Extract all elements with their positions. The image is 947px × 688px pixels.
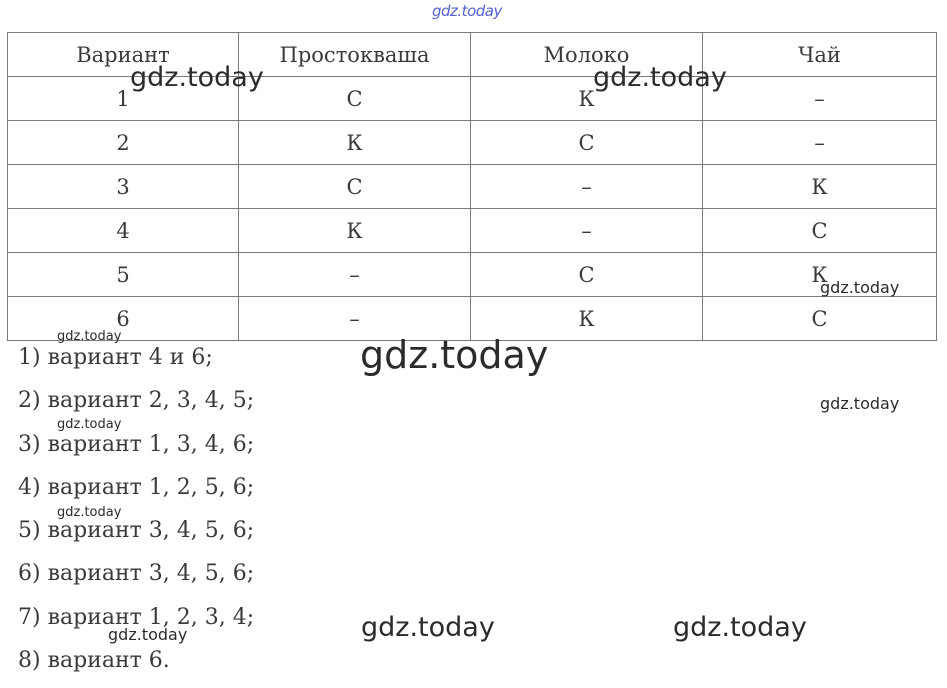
header-prostokvasha: Простокваша [239, 33, 471, 77]
table-cell: – [471, 209, 703, 253]
table-row [8, 209, 937, 253]
watermark: gdz.today [820, 394, 900, 413]
table-cell: – [239, 253, 471, 297]
watermark: gdz.today [360, 333, 549, 377]
table-cell: С [471, 253, 703, 297]
table-cell: 6 [8, 297, 239, 341]
watermark: gdz.today [130, 62, 264, 93]
table-cell: – [703, 121, 937, 165]
table-cell: С [471, 121, 703, 165]
table-row [8, 253, 937, 297]
table-cell: – [703, 77, 937, 121]
answer-option-6: 6) вариант 3, 4, 5, 6; [18, 561, 255, 587]
table-cell: С [239, 165, 471, 209]
watermark: gdz.today [57, 417, 122, 432]
table-row [8, 77, 937, 121]
table-cell: С [239, 77, 471, 121]
table-cell: С [703, 297, 937, 341]
watermark: gdz.today [361, 612, 495, 643]
answer-option-2: 2) вариант 2, 3, 4, 5; [18, 388, 255, 414]
table-cell: – [239, 297, 471, 341]
table-cell: К [703, 253, 937, 297]
answer-option-8: 8) вариант 6. [18, 648, 170, 674]
table-row [8, 165, 937, 209]
table-cell: К [239, 121, 471, 165]
header-chai: Чай [703, 33, 937, 77]
table-cell: 3 [8, 165, 239, 209]
watermark: gdz.today [108, 625, 188, 644]
watermark: gdz.today [673, 612, 807, 643]
table-cell: К [239, 209, 471, 253]
table-row [8, 297, 937, 341]
header-variant: Вариант [8, 33, 239, 77]
table-cell: К [471, 77, 703, 121]
answer-option-3: 3) вариант 1, 3, 4, 6; [18, 431, 255, 457]
answer-option-4: 4) вариант 1, 2, 5, 6; [18, 474, 255, 500]
answer-option-1: 1) вариант 4 и 6; [18, 345, 213, 370]
table-cell: 5 [8, 253, 239, 297]
answer-option-5: 5) вариант 3, 4, 5, 6; [18, 518, 255, 544]
table-cell: 4 [8, 209, 239, 253]
header-moloko: Молоко [471, 33, 703, 77]
watermark: gdz.today [820, 278, 900, 297]
answer-option-7: 7) вариант 1, 2, 3, 4; [18, 604, 255, 630]
watermark: gdz.today [593, 62, 727, 93]
table-row [8, 121, 937, 165]
watermark: gdz.today [57, 505, 122, 520]
table-cell: 1 [8, 77, 239, 121]
table-cell: 2 [8, 121, 239, 165]
watermark: gdz.today [57, 329, 122, 344]
table-cell: С [703, 209, 937, 253]
answer-list [18, 340, 254, 686]
table-cell: К [703, 165, 937, 209]
variants-table [7, 32, 937, 341]
header-watermark: gdz.today [432, 2, 502, 20]
table-header-row [8, 33, 937, 77]
table-cell: К [471, 297, 703, 341]
table-cell: – [471, 165, 703, 209]
